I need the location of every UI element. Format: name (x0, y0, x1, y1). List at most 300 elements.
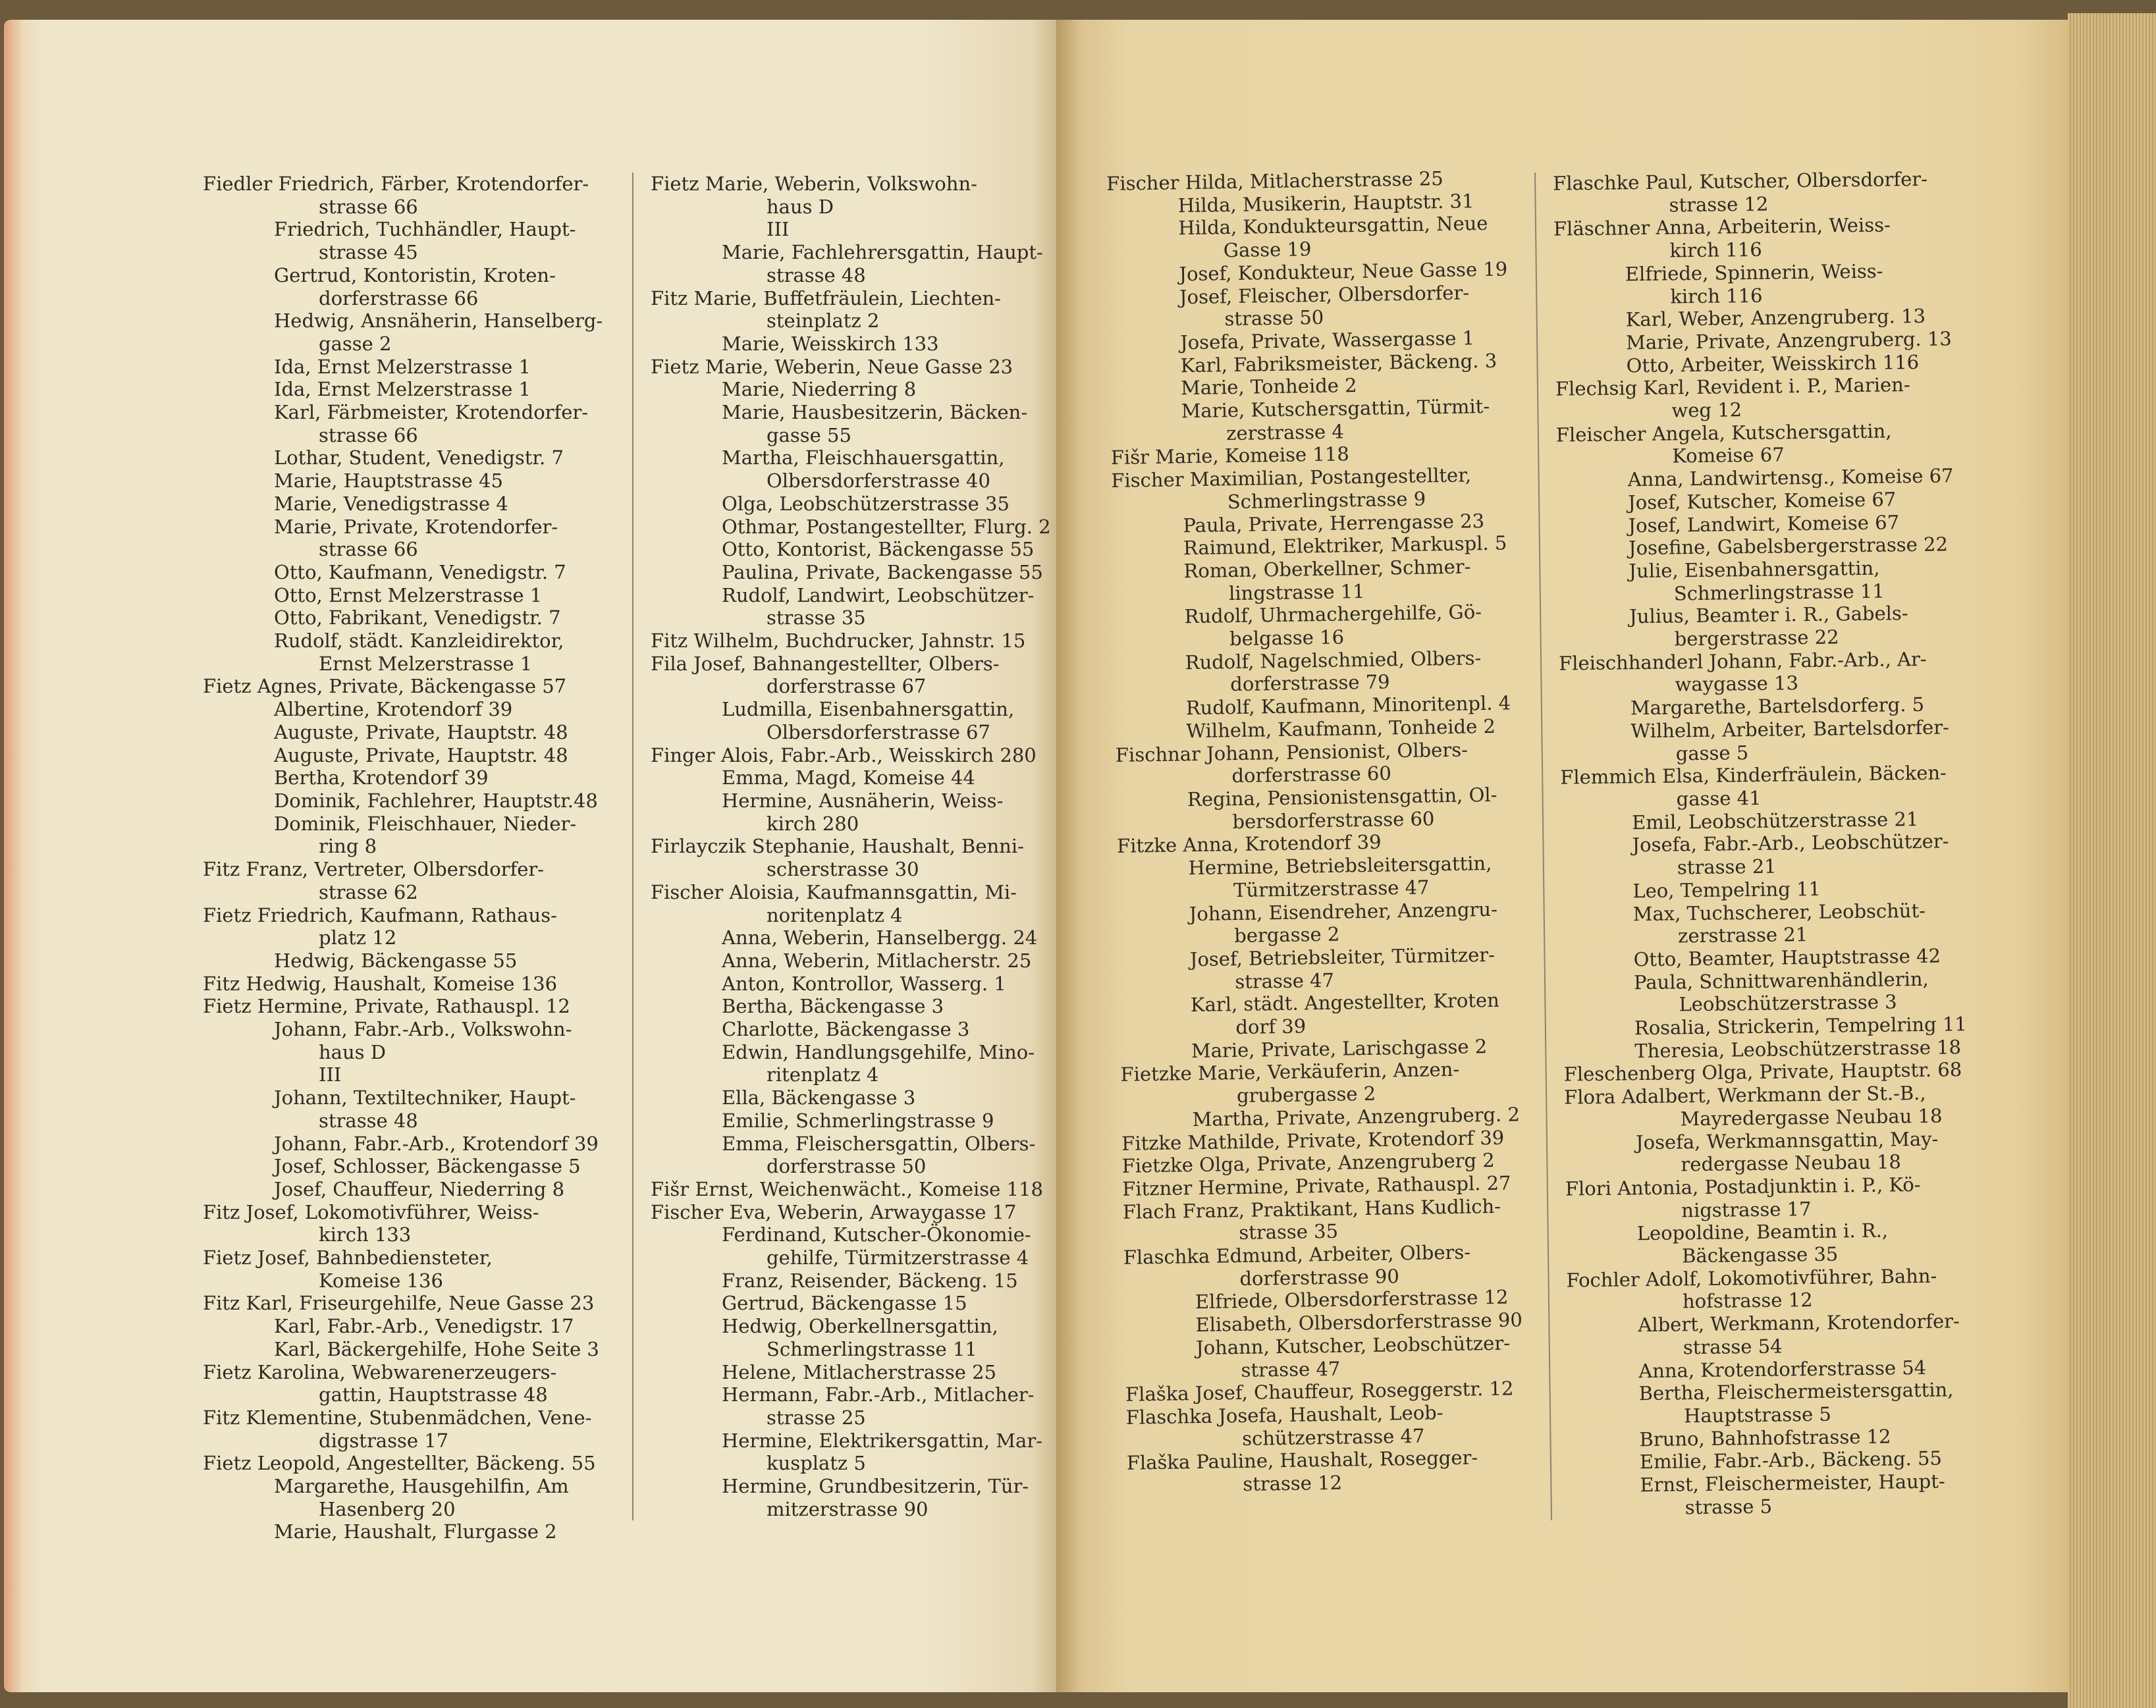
entry-continuation: bergerstrasse 22 (1674, 626, 1839, 651)
entry-line: Fietz Marie, Weberin, Neue Gasse 23 (651, 355, 1013, 378)
directory-entry (1116, 783, 1551, 836)
entry-continuation: gasse 2 (319, 332, 392, 355)
directory-entry (203, 766, 624, 789)
entry-line: Marie, Kutschersgattin, Türmit- (1181, 394, 1490, 423)
directory-entry (203, 1475, 624, 1520)
directory-entry (203, 813, 624, 858)
entry-line: Paula, Private, Herrengasse 23 (1183, 509, 1485, 537)
entry-line: Elfriede, Spinnerin, Weiss- (1625, 259, 1883, 286)
entry-line: Bertha, Krotendorf 39 (274, 766, 489, 789)
entry-line: Auguste, Private, Hauptstr. 48 (274, 720, 568, 743)
entry-line: Johann, Eisendreher, Anzengru- (1189, 897, 1498, 925)
entry-line: Fischer Maximilian, Postangestellter, (1111, 464, 1472, 493)
entry-line: Marie, Haushalt, Flurgasse 2 (274, 1520, 557, 1543)
entry-line: Julius, Beamter i. R., Gabels- (1629, 602, 1908, 628)
directory-entry (203, 1155, 624, 1178)
directory-entry (1554, 258, 2016, 309)
entry-continuation: zerstrasse 4 (1226, 420, 1345, 444)
directory-entry (203, 1315, 624, 1338)
directory-entry (203, 1406, 624, 1452)
entry-line: Flechsig Karl, Revident i. P., Marien- (1555, 373, 1910, 400)
directory-entry (651, 1041, 1079, 1086)
entry-line: Elisabeth, Olbersdorferstrasse 90 (1195, 1308, 1523, 1337)
entry-continuation: strasse 5 (1684, 1495, 1773, 1519)
directory-entry (203, 973, 624, 996)
entry-line: Lothar, Student, Venedigstr. 7 (274, 446, 564, 469)
entry-line: Josef, Kondukteur, Neue Gasse 19 (1179, 257, 1508, 286)
directory-entry (1119, 988, 1555, 1041)
entry-line: Marie, Private, Krotendorfer- (274, 515, 558, 538)
entry-line: Wilhelm, Arbeiter, Bartelsdorfer- (1630, 716, 1950, 743)
directory-entry (651, 173, 1079, 241)
entry-line: Martha, Fleischhauersgattin, (722, 446, 1005, 469)
directory-entry (203, 606, 624, 629)
directory-entry (203, 721, 624, 744)
entry-continuation: gattin, Hauptstrasse 48 (319, 1383, 548, 1406)
entry-line: Fitzner Hermine, Private, Rathauspl. 27 (1121, 1171, 1511, 1200)
entry-line: Albertine, Krotendorf 39 (274, 698, 513, 721)
directory-column-3 (1106, 166, 1562, 1498)
entry-line: Ferdinand, Kutscher-Ökonomie- (722, 1223, 1031, 1246)
entry-continuation: dorferstrasse 50 (767, 1155, 927, 1178)
entry-line: Otto, Kontorist, Bäckengasse 55 (722, 538, 1035, 561)
entry-continuation: belgasse 16 (1229, 626, 1345, 651)
entry-line: Roman, Oberkellner, Schmer- (1183, 555, 1471, 583)
directory-entry (203, 493, 624, 516)
directory-entry (651, 995, 1079, 1018)
directory-entry (651, 1475, 1079, 1520)
entry-continuation: zerstrasse 21 (1677, 923, 1808, 947)
directory-entry (651, 241, 1079, 286)
entry-line: Otto, Kaufmann, Venedigstr. 7 (274, 560, 566, 583)
entry-continuation: haus D (319, 1040, 386, 1063)
directory-entry (1120, 1057, 1555, 1109)
directory-entry (651, 584, 1079, 629)
entry-line: Fochler Adolf, Lokomotivführer, Bahn- (1566, 1264, 1937, 1292)
entry-line: Fietz Marie, Weberin, Volkswohn- (651, 173, 977, 195)
directory-entry (651, 561, 1079, 584)
entry-line: Othmar, Postangestellter, Flurg. 2 (722, 515, 1051, 538)
entry-line: Fischer Hilda, Mitlacherstrasse 25 (1106, 167, 1443, 195)
entry-line: Fitz Klementine, Stubenmädchen, Vene- (203, 1406, 592, 1429)
entry-line: Josefa, Fabr.-Arb., Leobschützer- (1632, 830, 1949, 857)
directory-entry (1567, 1309, 2028, 1360)
directory-entry (1114, 645, 1549, 698)
entry-line: Karl, Fabr.-Arb., Venedigstr. 17 (274, 1315, 574, 1338)
entry-line: Bruno, Bahnhofstrasse 12 (1639, 1425, 1891, 1451)
directory-entry (1110, 394, 1545, 447)
directory-entry (1125, 1399, 1561, 1452)
entry-continuation: bergasse 2 (1233, 922, 1340, 947)
entry-line: Anna, Krotendorferstrasse 54 (1638, 1356, 1927, 1382)
entry-line: Bertha, Fleischermeistersgattin, (1638, 1378, 1954, 1405)
entry-continuation: Gasse 19 (1223, 238, 1312, 262)
directory-entry (1561, 829, 2022, 880)
directory-entry (203, 401, 624, 446)
directory-entry (651, 401, 1079, 446)
entry-continuation: Leobschützerstrasse 3 (1679, 990, 1897, 1016)
entry-continuation: strasse 66 (319, 423, 418, 446)
directory-entry (203, 789, 624, 813)
entry-line: Emil, Leobschützerstrasse 21 (1631, 807, 1919, 834)
entry-line: Fietzke Marie, Verkäuferin, Anzen- (1120, 1058, 1460, 1086)
entry-line: Josef, Chauffeur, Niederring 8 (274, 1177, 565, 1200)
directory-entry (1113, 600, 1548, 653)
directory-entry (651, 1018, 1079, 1041)
entry-continuation: Schmerlingstrasse 11 (767, 1337, 977, 1360)
entry-line: Karl, Bäckergehilfe, Hohe Seite 3 (274, 1337, 599, 1360)
directory-entry (203, 446, 624, 469)
entry-line: Emilie, Fabr.-Arb., Bäckeng. 55 (1639, 1447, 1943, 1474)
entry-line: Josefa, Werkmannsgattin, May- (1635, 1127, 1939, 1154)
directory-entry (203, 1133, 624, 1156)
entry-line: Martha, Private, Anzengruberg. 2 (1192, 1103, 1521, 1131)
directory-entry (1111, 463, 1546, 516)
entry-line: Firlayczik Stephanie, Haushalt, Benni- (651, 835, 1024, 858)
entry-continuation: kirch 116 (1669, 238, 1762, 262)
entry-line: Josef, Fleischer, Olbersdorfer- (1179, 280, 1470, 308)
directory-entry (651, 949, 1079, 973)
directory-entry (651, 881, 1079, 926)
entry-continuation: kirch 116 (1670, 284, 1763, 308)
entry-line: Fitzke Anna, Krotendorf 39 (1116, 830, 1382, 858)
entry-line: Fitz Marie, Buffetfräulein, Liechten- (651, 286, 1001, 309)
entry-continuation: bersdorferstrasse 60 (1232, 807, 1435, 833)
directory-entry (1127, 1445, 1562, 1498)
directory-entry (651, 1223, 1079, 1269)
directory-entry (203, 1452, 624, 1475)
entry-line: Hermine, Elektrikersgattin, Mar- (722, 1429, 1043, 1452)
entry-line: Franz, Reisender, Bäckeng. 15 (722, 1269, 1018, 1292)
directory-entry (1125, 1331, 1560, 1383)
directory-entry (1556, 418, 2018, 469)
directory-entry (1116, 737, 1551, 789)
entry-continuation: strasse 45 (319, 241, 418, 264)
entry-line: Helene, Mitlacherstrasse 25 (722, 1360, 997, 1383)
entry-line: Margarethe, Hausgehilfin, Am (274, 1475, 569, 1498)
entry-line: Karl, Weber, Anzengruberg. 13 (1625, 304, 1926, 331)
entry-continuation: platz 12 (319, 926, 397, 949)
entry-line: Fleschenberg Olga, Private, Hauptstr. 68 (1563, 1058, 1962, 1086)
entry-line: Emma, Magd, Komeise 44 (722, 766, 975, 789)
directory-entry (203, 629, 624, 675)
entry-line: Marie, Weisskirch 133 (722, 332, 939, 355)
directory-entry (651, 1133, 1079, 1178)
directory-entry (1107, 211, 1542, 264)
entry-continuation: III (767, 218, 790, 241)
entry-line: Fišr Marie, Komeise 118 (1110, 442, 1350, 469)
directory-entry (1559, 715, 2021, 766)
entry-line: Leopoldine, Beamtin i. R., (1636, 1219, 1889, 1245)
entry-continuation: strasse 47 (1241, 1357, 1341, 1381)
entry-continuation: kirch 133 (319, 1223, 412, 1246)
directory-entry (651, 835, 1079, 880)
entry-continuation: ritenplatz 4 (767, 1063, 879, 1086)
entry-line: Fila Josef, Bahnangestellter, Olbers- (651, 652, 1000, 675)
entry-continuation: waygasse 13 (1675, 672, 1799, 696)
entry-continuation: grubergasse 2 (1236, 1082, 1376, 1108)
entry-line: Josefine, Gabelsbergerstrasse 22 (1628, 533, 1949, 560)
entry-continuation: kirch 280 (767, 812, 859, 835)
entry-line: Flora Adalbert, Werkmann der St.-B., (1563, 1081, 1926, 1109)
entry-line: Elfriede, Olbersdorferstrasse 12 (1195, 1286, 1509, 1314)
directory-entry (1553, 167, 2014, 218)
directory-entry (1562, 898, 2024, 949)
entry-line: Marie, Tonheide 2 (1180, 374, 1357, 400)
entry-line: Rudolf, Kaufmann, Minoritenpl. 4 (1185, 691, 1511, 720)
directory-entry (203, 218, 624, 263)
entry-line: Josefa, Private, Wassergasse 1 (1179, 327, 1475, 354)
entry-line: Regina, Pensionistensgattin, Ol- (1187, 783, 1497, 811)
directory-entry (651, 653, 1079, 698)
entry-line: Flaschka Josefa, Haushalt, Leob- (1125, 1401, 1443, 1429)
entry-line: Johann, Textiltechniker, Haupt- (274, 1086, 576, 1109)
directory-entry (1567, 1377, 2029, 1429)
entry-line: Fischer Eva, Weberin, Arwaygasse 17 (651, 1200, 1017, 1223)
entry-line: Fitz Karl, Friseurgehilfe, Neue Gasse 23 (203, 1292, 595, 1315)
directory-entry (1123, 1194, 1558, 1246)
directory-entry (1119, 942, 1554, 995)
entry-continuation: steinplatz 2 (767, 309, 880, 333)
entry-line: Marie, Private, Larischgasse 2 (1191, 1034, 1488, 1062)
directory-entry (203, 173, 624, 218)
entry-continuation: strasse 66 (319, 538, 418, 561)
entry-continuation: lingstrasse 11 (1228, 579, 1365, 604)
entry-line: Marie, Hausbesitzerin, Bäcken- (722, 401, 1028, 424)
entry-continuation: Komeise 67 (1672, 443, 1785, 467)
entry-continuation: III (319, 1063, 342, 1086)
entry-line: Ella, Bäckengasse 3 (722, 1086, 916, 1109)
entry-line: Hedwig, Ansnäherin, Hanselberg- (274, 309, 603, 333)
entry-continuation: dorferstrasse 67 (767, 675, 927, 698)
entry-line: Flaška Pauline, Haushalt, Rosegger- (1126, 1446, 1478, 1475)
entry-continuation: dorferstrasse 90 (1239, 1264, 1400, 1290)
page-edges (2068, 13, 2156, 1708)
entry-line: Fietz Hermine, Private, Rathauspl. 12 (203, 995, 570, 1018)
entry-line: Fietz Leopold, Angestellter, Bäckeng. 55 (203, 1452, 596, 1475)
entry-continuation: strasse 35 (1239, 1220, 1339, 1244)
entry-line: Flach Franz, Praktikant, Hans Kudlich- (1122, 1194, 1501, 1223)
directory-entry (651, 1269, 1079, 1293)
entry-line: Fietzke Olga, Private, Anzengruberg 2 (1121, 1149, 1495, 1178)
entry-line: Marie, Hauptstrasse 45 (274, 469, 503, 493)
entry-continuation: Schmerlingstrasse 11 (1673, 579, 1885, 605)
entry-line: Fleischer Angela, Kutschersgattin, (1555, 419, 1892, 446)
entry-line: Anna, Landwirtensg., Komeise 67 (1627, 464, 1954, 491)
directory-entry (1112, 554, 1548, 607)
directory-entry (1557, 555, 2019, 606)
entry-line: Fietz Agnes, Private, Bäckengasse 57 (203, 675, 567, 698)
directory-entry (651, 538, 1079, 561)
entry-line: Marie, Niederring 8 (722, 378, 917, 401)
entry-continuation: dorferstrasse 60 (1231, 762, 1392, 787)
entry-line: Rosalia, Strickerin, Tempelring 11 (1634, 1013, 1967, 1040)
entry-line: Fitz Wilhelm, Buchdrucker, Jahnstr. 15 (651, 629, 1026, 653)
directory-entry (651, 1361, 1079, 1384)
entry-line: Finger Alois, Fabr.-Arb., Weisskirch 280 (651, 743, 1037, 766)
entry-continuation: Komeise 136 (319, 1269, 443, 1292)
directory-entry (203, 378, 624, 401)
entry-continuation: redergasse Neubau 18 (1681, 1150, 1902, 1176)
entry-line: Flemmich Elsa, Kinderfräulein, Bäcken- (1560, 761, 1947, 789)
directory-entry (1558, 600, 2020, 652)
directory-entry (203, 675, 624, 698)
entry-continuation: Ernst Melzerstrasse 1 (319, 652, 533, 675)
entry-line: Ida, Ernst Melzerstrasse 1 (274, 355, 531, 378)
directory-entry (651, 1178, 1079, 1201)
entry-continuation: strasse 12 (1243, 1471, 1343, 1496)
entry-line: Ernst, Fleischermeister, Haupt- (1640, 1470, 1945, 1497)
directory-column-1 (203, 173, 624, 1543)
entry-line: Ida, Ernst Melzerstrasse 1 (274, 378, 531, 401)
entry-line: Johann, Kutscher, Leobschützer- (1195, 1331, 1511, 1359)
directory-entry (203, 516, 624, 561)
entry-line: Anna, Weberin, Mitlacherstr. 25 (722, 949, 1032, 972)
entry-continuation: strasse 48 (319, 1109, 418, 1132)
entry-line: Hermine, Ausnäherin, Weiss- (722, 789, 1004, 812)
entry-line: Karl, Färbmeister, Krotendorfer- (274, 401, 589, 424)
directory-entry (651, 378, 1079, 401)
directory-entry (651, 973, 1079, 996)
entry-line: Paula, Schnittwarenhändlerin, (1633, 967, 1929, 994)
directory-entry (1123, 1239, 1559, 1292)
entry-line: Gertrud, Bäckengasse 15 (722, 1292, 967, 1315)
directory-entry (651, 333, 1079, 356)
entry-continuation: scherstrasse 30 (767, 858, 919, 881)
entry-continuation: haus D (767, 195, 834, 218)
entry-line: Hermine, Grundbesitzerin, Tür- (722, 1475, 1029, 1498)
entry-line: Otto, Arbeiter, Weisskirch 116 (1626, 350, 1920, 377)
entry-line: Flaschka Edmund, Arbeiter, Olbers- (1123, 1241, 1471, 1269)
entry-continuation: nigstrasse 17 (1681, 1197, 1812, 1222)
entry-continuation: Türmitzerstrasse 47 (1233, 876, 1430, 901)
directory-entry (651, 1292, 1079, 1315)
directory-entry (651, 287, 1079, 333)
entry-line: Johann, Fabr.-Arb., Volkswohn- (274, 1018, 572, 1041)
entry-line: Fiedler Friedrich, Färber, Krotendorfer- (203, 173, 589, 195)
entry-line: Flaschke Paul, Kutscher, Olbersdorfer- (1552, 167, 1928, 195)
directory-entry (203, 1246, 624, 1292)
entry-line: Fišr Ernst, Weichenwächt., Komeise 118 (651, 1177, 1043, 1200)
directory-entry (203, 858, 624, 903)
directory-entry (203, 949, 624, 973)
directory-entry (203, 904, 624, 949)
directory-entry (203, 1361, 624, 1406)
entry-line: Josef, Kutscher, Komeise 67 (1627, 488, 1897, 514)
entry-continuation: gasse 41 (1676, 786, 1762, 811)
directory-entry (203, 1520, 624, 1543)
entry-continuation: kusplatz 5 (767, 1452, 866, 1475)
entry-continuation: dorferstrasse 79 (1229, 670, 1390, 696)
entry-line: Hedwig, Oberkellnersgattin, (722, 1315, 998, 1338)
entry-line: Fleischhanderl Johann, Fabr.-Arb., Ar- (1558, 647, 1927, 675)
directory-entry (1553, 213, 2015, 264)
directory-entry (1118, 897, 1553, 949)
entry-line: Charlotte, Bäckengasse 3 (722, 1018, 970, 1041)
directory-entry (1560, 761, 2022, 812)
entry-line: Raimund, Elektriker, Markuspl. 5 (1183, 531, 1507, 560)
entry-line: Otto, Beamter, Hauptstrasse 42 (1633, 944, 1941, 971)
entry-continuation: dorferstrasse 66 (319, 286, 479, 309)
entry-line: Dominik, Fachlehrer, Hauptstr.48 (274, 789, 598, 812)
entry-line: Gertrud, Kontoristin, Kroten- (274, 263, 556, 286)
entry-line: Fietz Josef, Bahnbediensteter, (203, 1246, 493, 1269)
entry-continuation: strasse 50 (1224, 306, 1324, 331)
directory-entry (203, 356, 624, 379)
directory-entry (651, 493, 1079, 516)
entry-line: Friedrich, Tuchhändler, Haupt- (274, 218, 576, 241)
entry-line: Rudolf, städt. Kanzleidirektor, (274, 629, 564, 653)
entry-continuation: noritenplatz 4 (767, 903, 903, 926)
entry-line: Dominik, Fleischhauer, Nieder- (274, 812, 577, 835)
entry-continuation: Mayredergasse Neubau 18 (1680, 1104, 1943, 1131)
entry-continuation: Hasenberg 20 (319, 1497, 456, 1520)
directory-entry (651, 1429, 1079, 1475)
directory-column-2 (632, 173, 1079, 1520)
entry-line: Emilie, Schmerlingstrasse 9 (722, 1109, 994, 1132)
entry-continuation: schützerstrasse 47 (1241, 1424, 1425, 1450)
entry-continuation: dorf 39 (1235, 1015, 1307, 1039)
directory-entry (203, 264, 624, 309)
entry-line: Margarethe, Bartelsdorferg. 5 (1630, 693, 1925, 720)
entry-line: Marie, Private, Anzengruberg. 13 (1625, 327, 1952, 354)
entry-continuation: Hauptstrasse 5 (1683, 1402, 1832, 1428)
entry-line: Auguste, Private, Hauptstr. 48 (274, 743, 568, 766)
entry-continuation: Olbersdorferstrasse 67 (767, 720, 990, 743)
directory-entry (203, 1178, 624, 1201)
entry-line: Rudolf, Nagelschmied, Olbers- (1185, 646, 1482, 674)
entry-line: Olga, Leobschützerstrasse 35 (722, 492, 1010, 515)
entry-line: Marie, Fachlehrersgattin, Haupt- (722, 241, 1043, 264)
entry-continuation: Olbersdorferstrasse 40 (767, 469, 990, 493)
entry-continuation: Schmerlingstrasse 9 (1227, 487, 1426, 514)
entry-continuation: gasse 55 (767, 423, 851, 446)
directory-entry (651, 1109, 1079, 1133)
directory-entry (651, 1383, 1079, 1429)
entry-line: Anna, Weberin, Hanselbergg. 24 (722, 926, 1038, 949)
directory-entry (651, 698, 1079, 743)
entry-line: Theresia, Leobschützerstrasse 18 (1634, 1035, 1962, 1062)
directory-entry (1566, 1217, 2028, 1269)
entry-continuation: strasse 66 (319, 195, 418, 218)
entry-line: Fitzke Mathilde, Private, Krotendorf 39 (1121, 1126, 1505, 1155)
entry-line: Hermine, Betriebsleitersgattin, (1188, 852, 1492, 880)
entry-line: Rudolf, Landwirt, Leobschützer- (722, 583, 1035, 606)
entry-line: Julie, Eisenbahnersgattin, (1629, 556, 1880, 583)
entry-continuation: gehilfe, Türmitzerstrasse 4 (767, 1246, 1029, 1269)
entry-continuation: strasse 25 (767, 1406, 866, 1429)
entry-line: Flaška Josef, Chauffeur, Roseggerstr. 12 (1125, 1377, 1514, 1406)
entry-line: Anton, Kontrollor, Wasserg. 1 (722, 972, 1006, 995)
directory-entry (651, 516, 1079, 539)
entry-line: Hilda, Musikerin, Hauptstr. 31 (1177, 189, 1474, 217)
entry-line: Hilda, Kondukteursgattin, Neue (1178, 212, 1488, 240)
entry-continuation: strasse 21 (1677, 855, 1777, 879)
directory-entry (203, 1338, 624, 1361)
entry-continuation: digstrasse 17 (319, 1429, 449, 1452)
entry-line: Fietz Karolina, Webwarenerzeugers- (203, 1360, 557, 1383)
entry-line: Karl, Fabriksmeister, Bäckeng. 3 (1180, 349, 1497, 377)
directory-entry (1564, 1081, 2026, 1132)
directory-entry (651, 744, 1079, 767)
entry-line: Emma, Fleischersgattin, Olbers- (722, 1132, 1036, 1155)
entry-line: Edwin, Handlungsgehilfe, Mino- (722, 1040, 1035, 1063)
directory-column-4 (1534, 167, 2030, 1520)
directory-entry (203, 1201, 624, 1246)
entry-line: Wilhelm, Kaufmann, Tonheide 2 (1186, 714, 1496, 743)
directory-entry (651, 356, 1079, 379)
directory-entry (651, 766, 1079, 789)
